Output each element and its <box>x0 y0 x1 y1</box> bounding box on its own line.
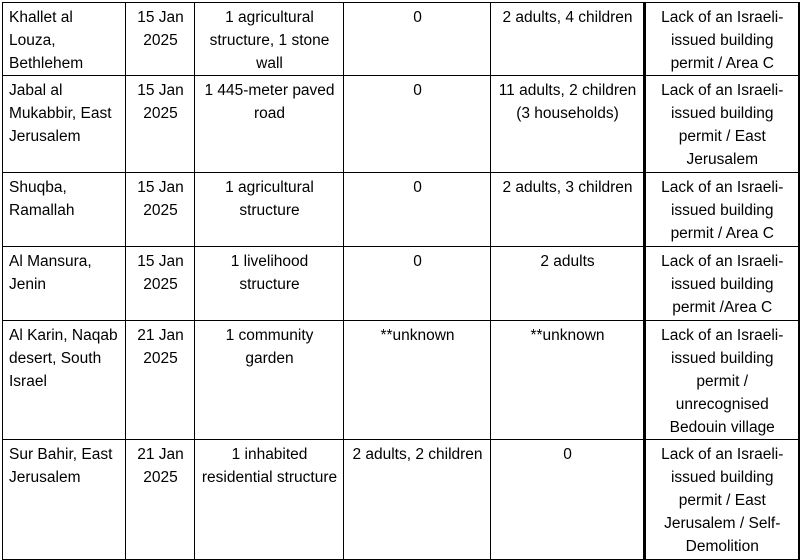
affected-cell: 2 adults <box>491 247 645 321</box>
location-cell: Sur Bahir, East Jerusalem <box>3 440 126 560</box>
structure-cell: 1 445-meter paved road <box>195 76 344 173</box>
location-cell: Khallet al Louza, Bethlehem <box>3 3 126 76</box>
reason-cell: Lack of an Israeli-issued building permit / East Jerusalem <box>645 76 799 173</box>
demolitions-table <box>2 2 800 560</box>
displaced-cell: 0 <box>344 76 491 173</box>
date-cell: 15 Jan 2025 <box>126 3 195 76</box>
reason-cell: Lack of an Israeli-issued building permit / Area C <box>645 173 799 247</box>
structure-cell: 1 agricultural structure, 1 stone wall <box>195 3 344 76</box>
structure-cell: 1 livelihood structure <box>195 247 344 321</box>
date-cell: 21 Jan 2025 <box>126 440 195 560</box>
affected-cell: **unknown <box>491 321 645 440</box>
reason-cell: Lack of an Israeli-issued building permit / East Jerusalem / Self-Demolition <box>645 440 799 560</box>
location-cell: Al Mansura, Jenin <box>3 247 126 321</box>
affected-cell: 2 adults, 4 children <box>491 3 645 76</box>
date-cell: 21 Jan 2025 <box>126 321 195 440</box>
location-cell: Shuqba, Ramallah <box>3 173 126 247</box>
displaced-cell: 2 adults, 2 children <box>344 440 491 560</box>
affected-cell: 2 adults, 3 children <box>491 173 645 247</box>
reason-cell: Lack of an Israeli-issued building permit / Area C <box>645 3 799 76</box>
displaced-cell: 0 <box>344 173 491 247</box>
table-row <box>3 440 799 560</box>
location-cell: Al Karin, Naqab desert, South Israel <box>3 321 126 440</box>
structure-cell: 1 inhabited residential structure <box>195 440 344 560</box>
reason-cell: Lack of an Israeli-issued building permit /Area C <box>645 247 799 321</box>
table-row <box>3 76 799 173</box>
date-cell: 15 Jan 2025 <box>126 247 195 321</box>
displaced-cell: 0 <box>344 247 491 321</box>
displaced-cell: 0 <box>344 3 491 76</box>
table-row <box>3 3 799 76</box>
reason-cell: Lack of an Israeli-issued building permit / unrecognised Bedouin village <box>645 321 799 440</box>
table-row <box>3 173 799 247</box>
location-cell: Jabal al Mukabbir, East Jerusalem <box>3 76 126 173</box>
affected-cell: 11 adults, 2 children (3 households) <box>491 76 645 173</box>
date-cell: 15 Jan 2025 <box>126 76 195 173</box>
table-row <box>3 247 799 321</box>
structure-cell: 1 agricultural structure <box>195 173 344 247</box>
displaced-cell: **unknown <box>344 321 491 440</box>
date-cell: 15 Jan 2025 <box>126 173 195 247</box>
affected-cell: 0 <box>491 440 645 560</box>
table-row <box>3 321 799 440</box>
structure-cell: 1 community garden <box>195 321 344 440</box>
